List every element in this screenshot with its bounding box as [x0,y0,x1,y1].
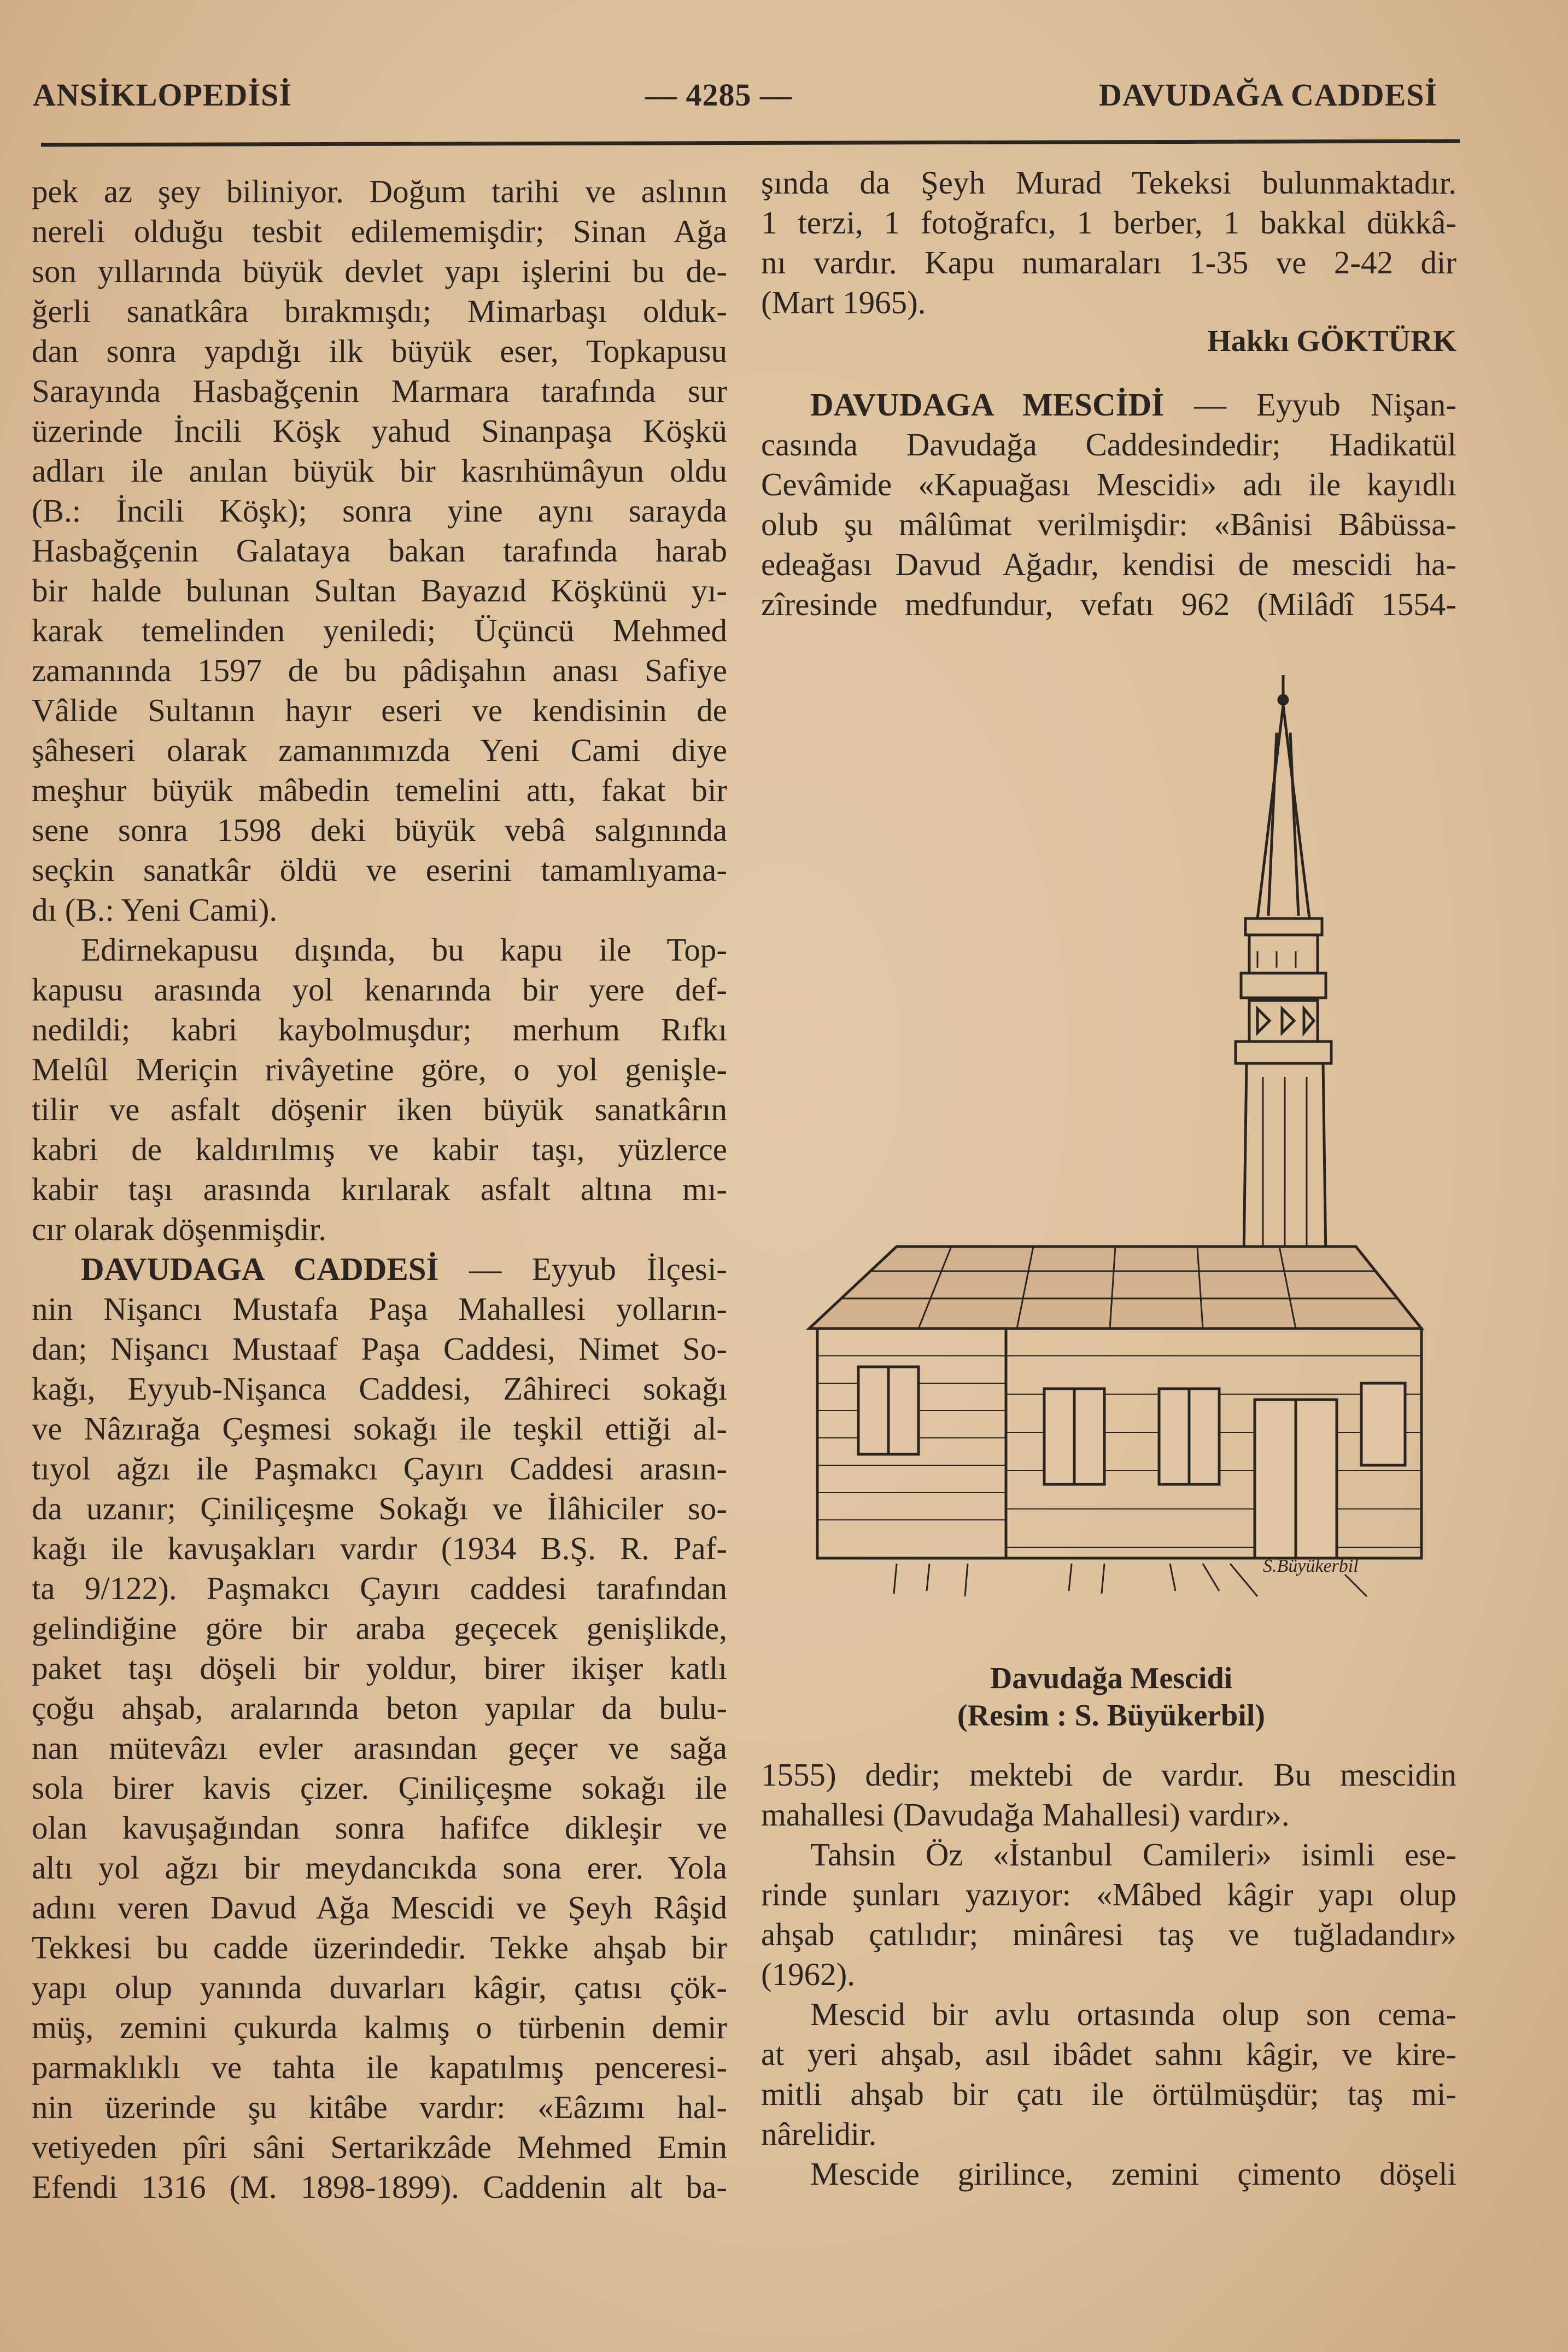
line-text: dan sonra yapdığı ilk büyük eser, Topkapusu [32,333,727,369]
line-text: nin Nişancı Mustafa Paşa Mahallesi yolların- [32,1291,727,1327]
line-text: olub şu mâlûmat verilmişdir: «Bânisi Bâbüssa- [761,506,1456,542]
line-text: ğerli sanatkâra bırakmışdı; Mimarbaşı olduk- [32,293,727,329]
text-line [761,204,1456,244]
text-line [32,1688,727,1728]
line-text: paket taşı döşeli bir yoldur, birer ikişer katlı [32,1650,727,1686]
line-text: karak temelinden yeniledi; Üçüncü Mehmed [32,612,727,648]
line-text: nârelidir. [761,2116,877,2152]
text-line [32,2008,727,2047]
text-line [32,2127,727,2167]
text-line [32,651,727,691]
line-text: Edirnekapusu dışında, bu kapu ile Top- [81,932,727,968]
text-line [761,1795,1456,1835]
line-text: nı vardır. Kapu numaraları 1-35 ve 2-42 dir [761,244,1456,280]
line-text: at yeri ahşab, asıl ibâdet sahnı kâgir, ve kire- [761,2036,1456,2072]
line-text: (Mart 1965). [761,284,926,320]
line-text: adları ile anılan büyük bir kasrıhümâyun oldu [32,453,727,489]
text-line [32,2047,727,2087]
author-signature: Hakkı GÖKTÜRK [1207,324,1456,358]
text-line [32,491,727,531]
text-line [32,1529,727,1569]
text-line [32,1489,727,1529]
text-line [32,1329,727,1369]
line-text: 1555) dedir; mektebi de vardır. Bu mescidin [761,1757,1456,1793]
text-line [32,770,727,810]
text-line [32,1010,727,1050]
line-text: Tahsin Öz «İstanbul Camileri» isimli ese- [810,1836,1456,1873]
entry-heading: DAVUDAGA CADDESİ [81,1251,439,1287]
running-header-left: ANSİKLOPEDİSİ [33,77,292,113]
line-text: şında da Şeyh Murad Tekeksi bulunmaktadır. [761,165,1456,201]
line-text: yapı olup yanında duvarları kâgir, çatısı çök- [32,1969,727,2005]
text-line [761,545,1456,584]
mescid-article-continued [761,1755,1456,2194]
line-text: Sarayında Hasbağçenin Marmara tarafında sur [32,373,727,409]
line-text: Mescid bir avlu ortasında olup son cema- [810,1996,1456,2032]
line-text: seçkin sanatkâr öldü ve eserini tamamlıyama- [32,852,727,888]
text-line [32,531,727,571]
line-text: Cevâmide «Kapuağası Mescidi» adı ile kayıdlı [761,466,1456,502]
illustrator-signature: S.Büyükerbil [1263,1556,1359,1576]
line-text: 1 terzi, 1 fotoğrafcı, 1 berber, 1 bakkal dükkâ- [761,204,1456,241]
line-text: mitli ahşab bir çatı ile örtülmüşdür; taş mi- [761,2076,1456,2112]
text-line [32,1050,727,1090]
page-number: — 4285 — [645,77,792,113]
line-text: şâheseri olarak zamanımızda Yeni Cami diye [32,732,727,768]
line-text: cır olarak döşenmişdir. [32,1211,327,1247]
text-line [32,1090,727,1130]
line-text: çoğu ahşab, aralarında beton yapılar da bulu- [32,1690,727,1726]
text-line [32,691,727,730]
text-line [32,1848,727,1888]
text-line [32,2087,727,2127]
text-line [761,1915,1456,1955]
line-text: zîresinde medfundur, vefatı 962 (Milâdî 1554- [761,586,1456,622]
text-line [32,1888,727,1928]
figure-caption-credit: (Resim : S. Büyükerbil) [957,1699,1266,1733]
text-line [32,371,727,411]
text-line [32,1808,727,1848]
line-text: olan kavuşağından sonra hafifce dikleşir ve [32,1810,727,1846]
line-text: Melûl Meriçin rivâyetine göre, o yol genişle- [32,1051,727,1087]
text-line [32,1569,727,1608]
text-line [32,1608,727,1648]
line-text: ta 9/122). Paşmakcı Çayırı caddesi tarafından [32,1570,727,1606]
text-line [32,1928,727,1968]
line-text: ve Nâzırağa Çeşmesi sokağı ile teşkil ettiği al- [32,1411,727,1447]
text-line [761,284,1456,324]
text-line [761,1755,1456,1795]
text-line [32,1249,727,1289]
line-text: mahallesi (Davudağa Mahallesi) vardır». [761,1797,1290,1833]
text-line [32,1369,727,1409]
text-line [761,1955,1456,1994]
text-line [32,2167,727,2207]
line-text: tıyol ağzı ile Paşmakcı Çayırı Caddesi arasın- [32,1450,727,1487]
text-line [761,2074,1456,2114]
line-text: gelindiğine göre bir araba geçecek genişlikde, [32,1610,727,1646]
text-line [32,970,727,1010]
text-line [761,244,1456,284]
text-line [761,2154,1456,2194]
text-line [761,1994,1456,2034]
line-text: Vâlide Sultanın hayır eseri ve kendisinin de [32,692,727,728]
line-text: kağı, Eyyub-Nişanca Caddesi, Zâhireci sokağı [32,1371,727,1407]
text-line [761,425,1456,465]
line-text: vetiyeden pîri sâni Sertarikzâde Mehmed Emin [32,2129,727,2165]
text-line [32,411,727,451]
line-text: ahşab çatılıdır; minâresi taş ve tuğladandır» [761,1916,1456,1952]
left-column [32,172,727,2207]
line-text: dan; Nişancı Mustaaf Paşa Caddesi, Nimet So- [32,1331,727,1367]
line-text: (1962). [761,1956,856,1992]
line-text: müş, zemini çukurda kalmış o türbenin demir [32,2009,727,2045]
text-line [32,172,727,212]
line-text: üzerinde İncili Köşk yahud Sinanpaşa Köşkü [32,413,727,449]
text-line [32,1289,727,1329]
text-line [32,291,727,331]
text-line [32,1449,727,1489]
line-text: sene sonra 1598 deki büyük vebâ salgınında [32,812,727,848]
text-line [32,1768,727,1808]
line-text: tilir ve asfalt döşenir iken büyük sanatkârın [32,1091,727,1127]
mosque-illustration [787,623,1454,1651]
right-column-top [761,164,1456,324]
text-line [761,505,1456,545]
text-line [32,1648,727,1688]
text-line [761,2034,1456,2074]
text-line [761,584,1456,624]
entry-heading: DAVUDAGA MESCİDİ [810,387,1165,423]
text-line [761,465,1456,505]
text-line [32,1130,727,1169]
text-line [32,212,727,251]
text-line [32,930,727,970]
text-line [32,1968,727,2008]
header-rule [41,139,1460,147]
text-line [32,1409,727,1449]
line-text: nereli olduğu tesbit edilememişdir; Sinan Ağa [32,213,727,249]
line-text: kabir taşı arasında kırılarak asfalt altına mı- [32,1171,727,1207]
text-line [761,1835,1456,1875]
running-header-right: DAVUDAĞA CADDESİ [1099,77,1438,113]
line-text: nin üzerinde şu kitâbe vardır: «Eâzımı hal- [32,2089,727,2125]
line-text: parmaklıklı ve tahta ile kapatılmış penceresi- [32,2049,727,2085]
text-line [761,2114,1456,2154]
text-line [32,810,727,850]
text-line [32,730,727,770]
text-line [761,385,1456,425]
line-text: da uzanır; Çiniliçeşme Sokağı ve İlâhiciler so- [32,1490,727,1526]
line-text: Hasbağçenin Galataya bakan tarafında harab [32,533,727,569]
text-line [32,611,727,651]
line-text: (B.: İncili Köşk); sonra yine aynı sarayda [32,493,727,529]
line-text: casında Davudağa Caddesindedir; Hadikatül [761,426,1456,463]
text-line [32,890,727,930]
text-line [32,1169,727,1209]
text-line [761,164,1456,204]
line-text: pek az şey biliniyor. Doğum tarihi ve aslının [32,173,727,209]
line-text: adını veren Davud Ağa Mescidi ve Şeyh Râşid [32,1889,727,1926]
text-line [32,451,727,491]
line-text: kağı ile kavuşakları vardır (1934 B.Ş. R. Paf- [32,1530,727,1566]
text-line [32,251,727,291]
line-text: — Eyyub İlçesi- [438,1251,727,1287]
line-text: Efendi 1316 (M. 1898-1899). Caddenin alt ba- [32,2169,727,2205]
figure-caption-title: Davudağa Mescidi [990,1661,1233,1695]
line-text: dı (B.: Yeni Cami). [32,892,278,928]
line-text: kabri de kaldırılmış ve kabir taşı, yüzlerce [32,1131,727,1167]
line-text: altı yol ağzı bir meydancıkda sona erer. Yola [32,1850,727,1886]
line-text: kapusu arasında yol kenarında bir yere def- [32,972,727,1008]
text-line [32,850,727,890]
mescid-article [761,385,1456,624]
text-line [761,1875,1456,1915]
text-line [32,1209,727,1249]
text-line [32,1728,727,1768]
text-line [32,571,727,611]
line-text: rinde şunları yazıyor: «Mâbed kâgir yapı olup [761,1876,1456,1912]
line-text: son yıllarında büyük devlet yapı işlerini bu de- [32,253,727,289]
line-text: Tekkesi bu cadde üzerindedir. Tekke ahşab bir [32,1929,727,1965]
line-text: — Eyyub Nişan- [1164,387,1456,423]
line-text: nedildi; kabri kaybolmuşdur; merhum Rıfkı [32,1011,727,1048]
line-text: sola birer kavis çizer. Çiniliçeşme sokağı ile [32,1770,727,1806]
line-text: edeağası Davud Ağadır, kendisi de mescidi ha- [761,546,1456,582]
text-line [32,331,727,371]
line-text: zamanında 1597 de bu pâdişahın anası Safiye [32,652,727,688]
line-text: Mescide girilince, zemini çimento döşeli [810,2156,1456,2192]
line-text: nan mütevâzı evler arasından geçer ve sağa [32,1730,727,1766]
line-text: meşhur büyük mâbedin temelini attı, fakat bir [32,772,727,808]
line-text: bir halde bulunan Sultan Bayazıd Köşkünü yı- [32,572,727,609]
